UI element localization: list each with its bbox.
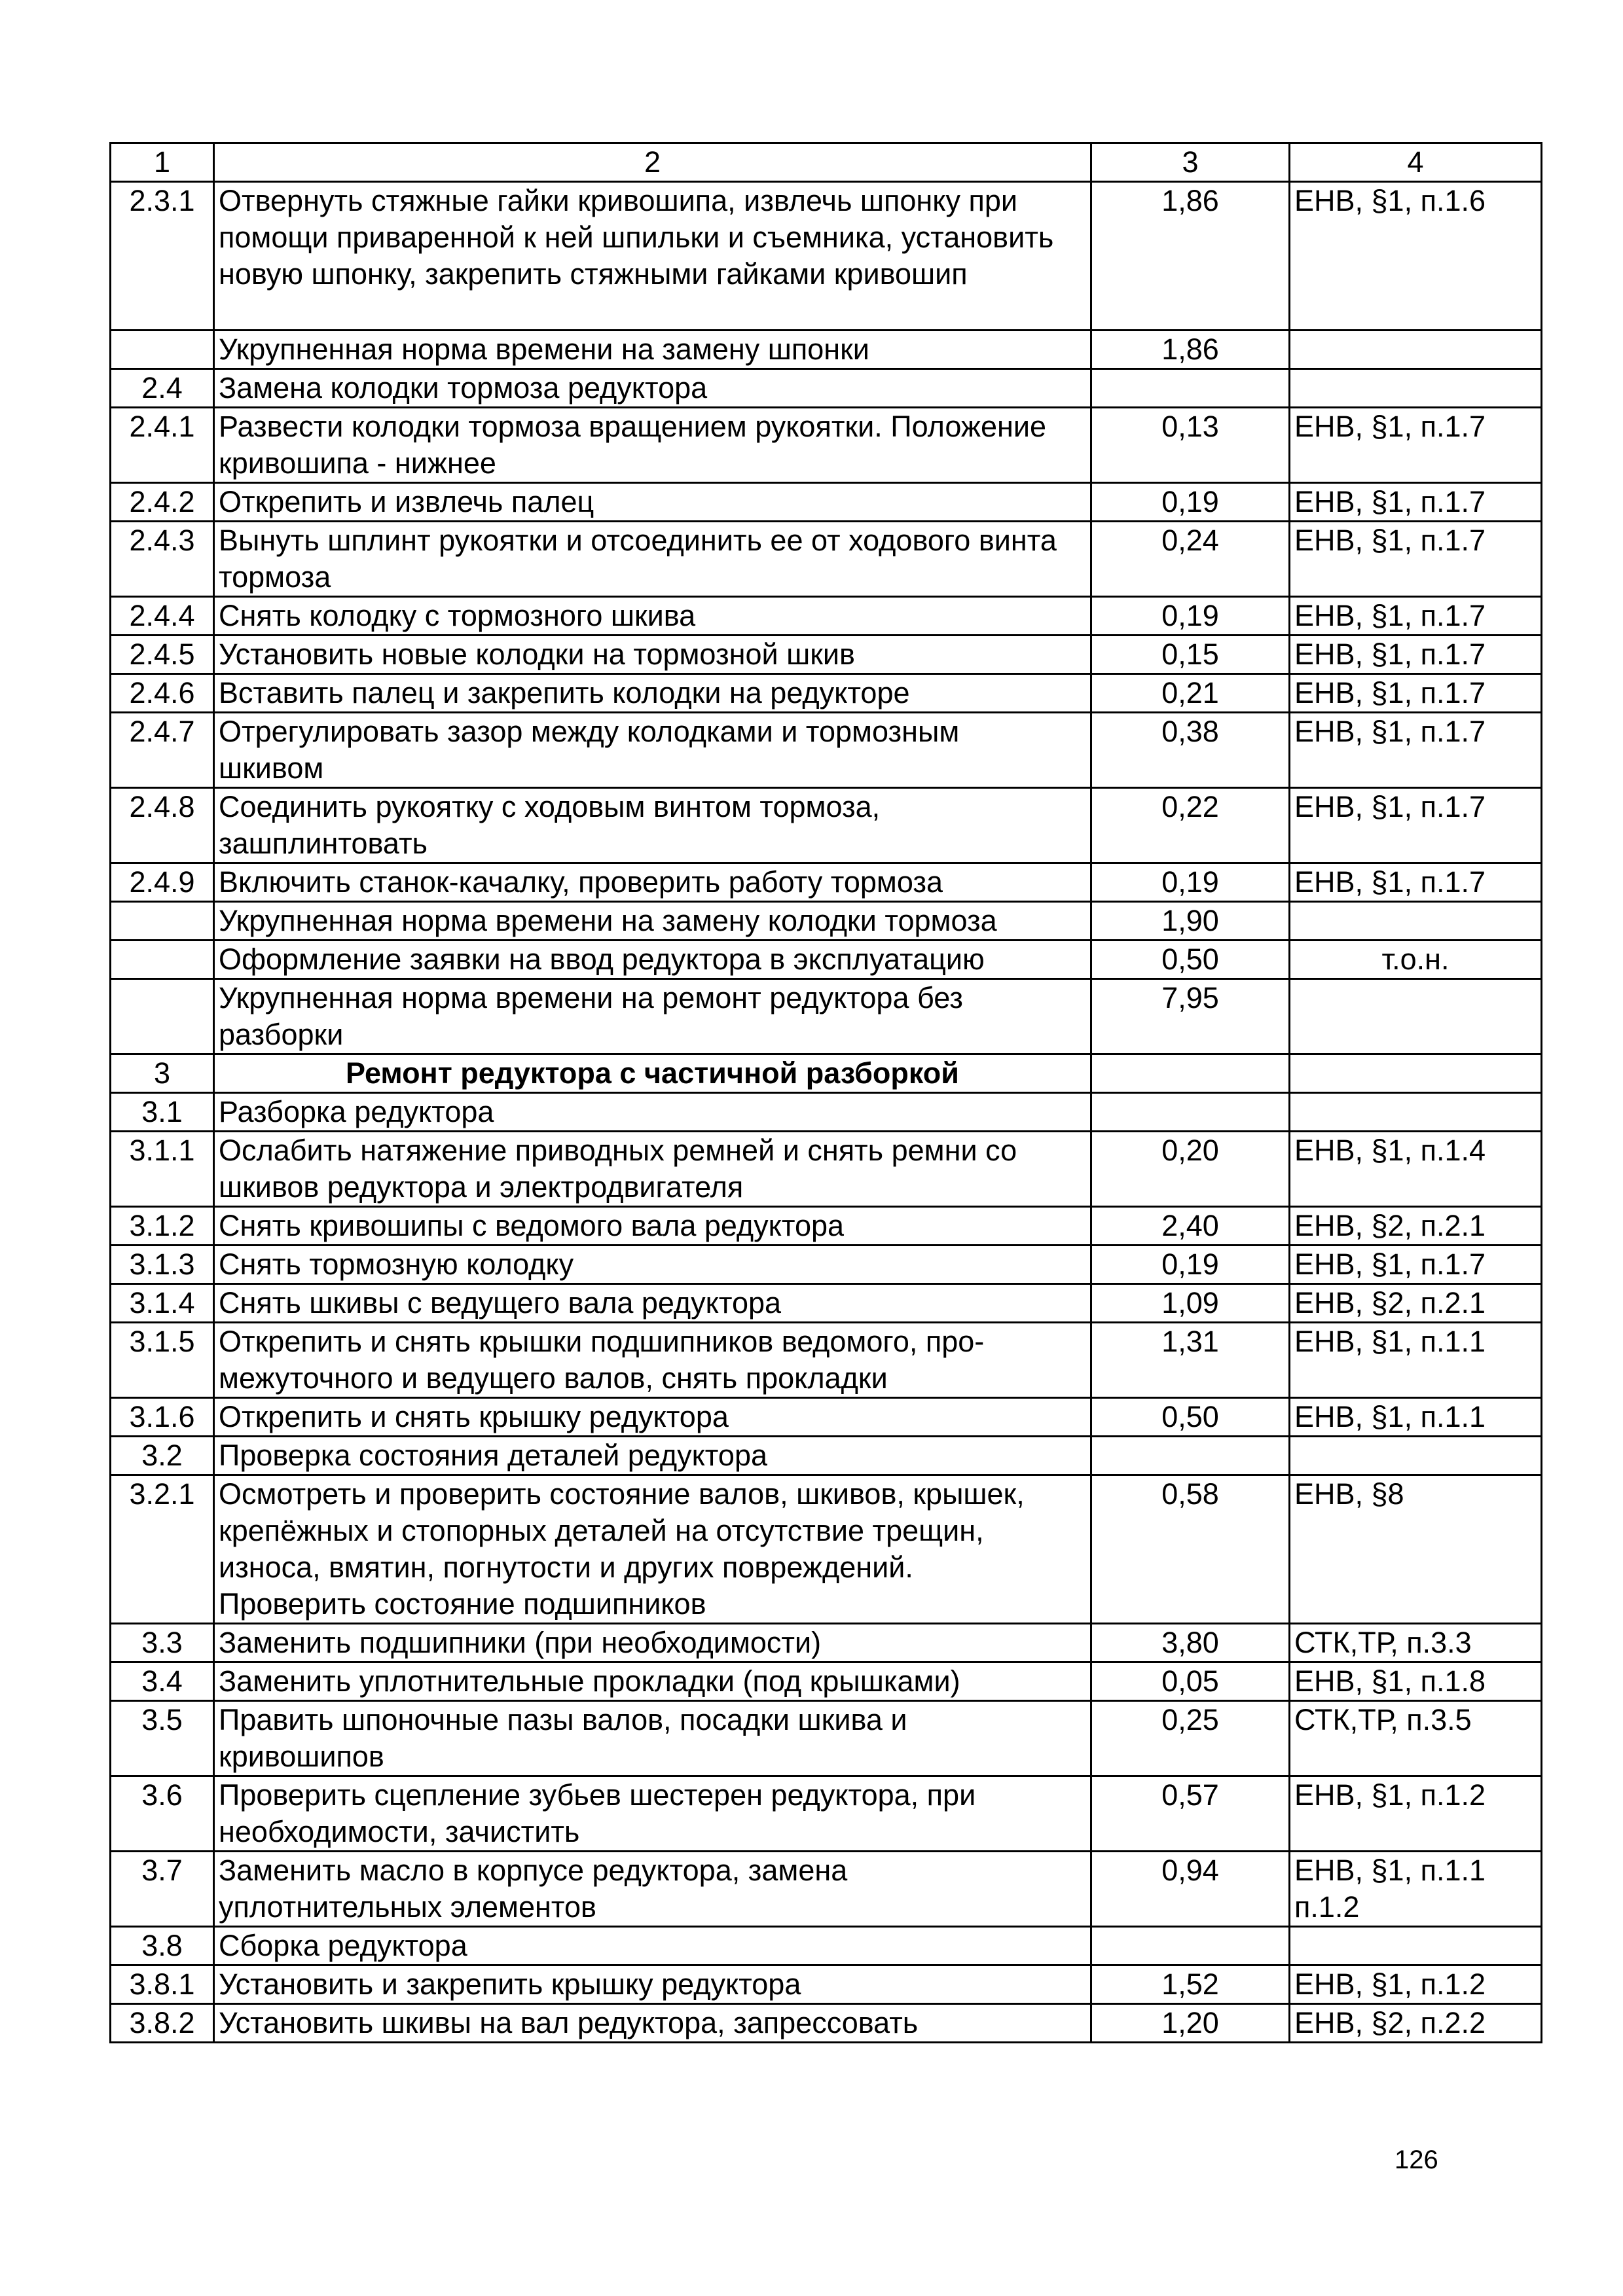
time-norm bbox=[1091, 1054, 1290, 1093]
norm-reference: СТК,ТР, п.3.5 bbox=[1290, 1701, 1542, 1776]
item-description: Проверить сцепление зубьев шестерен редуктора, при необходимости, зачистить bbox=[214, 1776, 1091, 1852]
item-description: Править шпоночные пазы валов, посадки шкива и кривошипов bbox=[214, 1701, 1091, 1776]
header-col-1: 1 bbox=[111, 143, 214, 182]
norm-reference: ЕНВ, §2, п.2.1 bbox=[1290, 1207, 1542, 1246]
norm-reference bbox=[1290, 1054, 1542, 1093]
table-row bbox=[111, 1624, 1542, 1662]
time-norm: 1,90 bbox=[1091, 902, 1290, 941]
time-norm: 3,80 bbox=[1091, 1624, 1290, 1662]
norm-reference: ЕНВ, §1, п.1.7 bbox=[1290, 636, 1542, 674]
item-description: Снять тормозную колодку bbox=[214, 1246, 1091, 1284]
item-description: Укрупненная норма времени на замену шпонки bbox=[214, 331, 1091, 369]
time-norm: 0,21 bbox=[1091, 674, 1290, 713]
norm-reference: т.о.н. bbox=[1290, 941, 1542, 979]
header-col-4: 4 bbox=[1290, 143, 1542, 182]
item-description: Оформление заявки на ввод редуктора в эксплуатацию bbox=[214, 941, 1091, 979]
table-row bbox=[111, 522, 1542, 597]
table-row bbox=[111, 483, 1542, 522]
item-number: 2.4.9 bbox=[111, 863, 214, 902]
time-norm: 0,15 bbox=[1091, 636, 1290, 674]
norm-reference: ЕНВ, §1, п.1.6 bbox=[1290, 182, 1542, 331]
table-row bbox=[111, 1132, 1542, 1207]
header-col-2: 2 bbox=[214, 143, 1091, 182]
item-number bbox=[111, 902, 214, 941]
table-row bbox=[111, 941, 1542, 979]
item-description: Проверка состояния деталей редуктора bbox=[214, 1437, 1091, 1475]
item-number bbox=[111, 941, 214, 979]
table-row bbox=[111, 1662, 1542, 1701]
norm-reference: ЕНВ, §1, п.1.7 bbox=[1290, 863, 1542, 902]
item-number: 2.4.8 bbox=[111, 788, 214, 863]
table-row bbox=[111, 597, 1542, 636]
item-description: Установить новые колодки на тормозной шкив bbox=[214, 636, 1091, 674]
table-row bbox=[111, 1207, 1542, 1246]
table-row bbox=[111, 1246, 1542, 1284]
table-row bbox=[111, 674, 1542, 713]
time-norm: 0,22 bbox=[1091, 788, 1290, 863]
table-row bbox=[111, 636, 1542, 674]
item-number: 3.4 bbox=[111, 1662, 214, 1701]
table-row bbox=[111, 979, 1542, 1054]
norm-reference: ЕНВ, §8 bbox=[1290, 1475, 1542, 1624]
table-row bbox=[111, 1437, 1542, 1475]
norm-reference: ЕНВ, §1, п.1.4 bbox=[1290, 1132, 1542, 1207]
table-row bbox=[111, 331, 1542, 369]
item-description: Замена колодки тормоза редуктора bbox=[214, 369, 1091, 408]
norm-reference: ЕНВ, §1, п.1.7 bbox=[1290, 597, 1542, 636]
item-description: Снять кривошипы с ведомого вала редуктора bbox=[214, 1207, 1091, 1246]
item-description: Вставить палец и закрепить колодки на редукторе bbox=[214, 674, 1091, 713]
item-description: Снять шкивы с ведущего вала редуктора bbox=[214, 1284, 1091, 1323]
time-norm: 0,05 bbox=[1091, 1662, 1290, 1701]
table-row bbox=[111, 1927, 1542, 1965]
table-row bbox=[111, 902, 1542, 941]
item-number: 3.1.5 bbox=[111, 1323, 214, 1398]
table-row bbox=[111, 2004, 1542, 2043]
item-description: Развести колодки тормоза вращением рукоятки. Положение кривошипа - нижнее bbox=[214, 408, 1091, 483]
item-number: 3.1.4 bbox=[111, 1284, 214, 1323]
table-row bbox=[111, 788, 1542, 863]
item-description: Укрупненная норма времени на замену колодки тормоза bbox=[214, 902, 1091, 941]
norm-reference: ЕНВ, §1, п.1.2 bbox=[1290, 1776, 1542, 1852]
item-description: Разборка редуктора bbox=[214, 1093, 1091, 1132]
time-norm: 2,40 bbox=[1091, 1207, 1290, 1246]
norm-reference bbox=[1290, 1927, 1542, 1965]
norms-table-body bbox=[111, 143, 1542, 2043]
norm-reference: СТК,ТР, п.3.3 bbox=[1290, 1624, 1542, 1662]
table-row bbox=[111, 863, 1542, 902]
item-number: 2.3.1 bbox=[111, 182, 214, 331]
item-number: 3.1.1 bbox=[111, 1132, 214, 1207]
item-description: Отвернуть стяжные гайки кривошипа, извлечь шпонку при помощи приваренной к ней шпильки и съемника, установить новую шпонку, закрепить стяжными гайками кривошип bbox=[214, 182, 1091, 331]
item-number: 3.6 bbox=[111, 1776, 214, 1852]
time-norm: 1,09 bbox=[1091, 1284, 1290, 1323]
norm-reference: ЕНВ, §1, п.1.1 п.1.2 bbox=[1290, 1852, 1542, 1927]
norm-reference: ЕНВ, §1, п.1.7 bbox=[1290, 674, 1542, 713]
item-number: 3.2.1 bbox=[111, 1475, 214, 1624]
table-row bbox=[111, 1398, 1542, 1437]
item-number: 2.4.7 bbox=[111, 713, 214, 788]
time-norm: 1,86 bbox=[1091, 182, 1290, 331]
item-description: Ремонт редуктора с частичной разборкой bbox=[214, 1054, 1091, 1093]
time-norm bbox=[1091, 1093, 1290, 1132]
item-description: Установить и закрепить крышку редуктора bbox=[214, 1965, 1091, 2004]
table-row bbox=[111, 1965, 1542, 2004]
item-number: 2.4.3 bbox=[111, 522, 214, 597]
item-number: 3 bbox=[111, 1054, 214, 1093]
time-norm: 0,19 bbox=[1091, 1246, 1290, 1284]
norm-reference: ЕНВ, §1, п.1.7 bbox=[1290, 483, 1542, 522]
table-row bbox=[111, 182, 1542, 331]
item-description: Заменить уплотнительные прокладки (под крышками) bbox=[214, 1662, 1091, 1701]
table-row bbox=[111, 1093, 1542, 1132]
item-description: Отрегулировать зазор между колодками и тормозным шкивом bbox=[214, 713, 1091, 788]
time-norm bbox=[1091, 1927, 1290, 1965]
table-row bbox=[111, 408, 1542, 483]
norm-reference bbox=[1290, 331, 1542, 369]
time-norm bbox=[1091, 369, 1290, 408]
time-norm: 0,94 bbox=[1091, 1852, 1290, 1927]
item-number: 3.8.2 bbox=[111, 2004, 214, 2043]
item-description: Включить станок-качалку, проверить работу тормоза bbox=[214, 863, 1091, 902]
item-number: 3.8.1 bbox=[111, 1965, 214, 2004]
time-norm: 0,25 bbox=[1091, 1701, 1290, 1776]
time-norm: 0,13 bbox=[1091, 408, 1290, 483]
time-norm: 1,20 bbox=[1091, 2004, 1290, 2043]
time-norm: 0,19 bbox=[1091, 597, 1290, 636]
item-description: Заменить подшипники (при необходимости) bbox=[214, 1624, 1091, 1662]
table-row bbox=[111, 1852, 1542, 1927]
norm-reference: ЕНВ, §1, п.1.1 bbox=[1290, 1323, 1542, 1398]
item-description: Осмотреть и проверить состояние валов, шкивов, крышек, крепёжных и стопорных деталей на отсутствие трещин, износа, вмятин, погнутости и других повреждений. Проверить состояние подшипников bbox=[214, 1475, 1091, 1624]
item-number: 3.7 bbox=[111, 1852, 214, 1927]
item-description: Соединить рукоятку с ходовым винтом тормоза, зашплинтовать bbox=[214, 788, 1091, 863]
time-norm: 0,58 bbox=[1091, 1475, 1290, 1624]
item-description: Вынуть шплинт рукоятки и отсоединить ее от ходового винта тормоза bbox=[214, 522, 1091, 597]
item-description: Открепить и снять крышки подшипников ведомого, про- межуточного и ведущего валов, снять прокладки bbox=[214, 1323, 1091, 1398]
item-number: 2.4.6 bbox=[111, 674, 214, 713]
time-norm: 0,50 bbox=[1091, 1398, 1290, 1437]
time-norm: 0,19 bbox=[1091, 483, 1290, 522]
item-number: 3.3 bbox=[111, 1624, 214, 1662]
item-description: Заменить масло в корпусе редуктора, замена уплотнительных элементов bbox=[214, 1852, 1091, 1927]
time-norm: 7,95 bbox=[1091, 979, 1290, 1054]
item-number: 2.4 bbox=[111, 369, 214, 408]
item-number bbox=[111, 331, 214, 369]
norm-reference: ЕНВ, §1, п.1.7 bbox=[1290, 1246, 1542, 1284]
time-norm: 1,52 bbox=[1091, 1965, 1290, 2004]
table-row bbox=[111, 1701, 1542, 1776]
norm-reference: ЕНВ, §1, п.1.8 bbox=[1290, 1662, 1542, 1701]
time-norm: 0,19 bbox=[1091, 863, 1290, 902]
time-norm: 0,38 bbox=[1091, 713, 1290, 788]
item-description: Ослабить натяжение приводных ремней и снять ремни со шкивов редуктора и электродвигателя bbox=[214, 1132, 1091, 1207]
norm-reference bbox=[1290, 1437, 1542, 1475]
time-norm: 1,31 bbox=[1091, 1323, 1290, 1398]
time-norm: 0,24 bbox=[1091, 522, 1290, 597]
table-row bbox=[111, 1054, 1542, 1093]
item-number: 3.2 bbox=[111, 1437, 214, 1475]
header-col-3: 3 bbox=[1091, 143, 1290, 182]
norm-reference: ЕНВ, §1, п.1.7 bbox=[1290, 408, 1542, 483]
table-row bbox=[111, 1284, 1542, 1323]
norm-reference: ЕНВ, §1, п.1.1 bbox=[1290, 1398, 1542, 1437]
norms-table bbox=[109, 142, 1542, 2043]
table-row bbox=[111, 1475, 1542, 1624]
item-number: 3.1.2 bbox=[111, 1207, 214, 1246]
norm-reference bbox=[1290, 979, 1542, 1054]
norm-reference: ЕНВ, §1, п.1.7 bbox=[1290, 788, 1542, 863]
item-number bbox=[111, 979, 214, 1054]
norm-reference bbox=[1290, 1093, 1542, 1132]
table-header-row bbox=[111, 143, 1542, 182]
table-row bbox=[111, 713, 1542, 788]
norm-reference: ЕНВ, §2, п.2.1 bbox=[1290, 1284, 1542, 1323]
table-row bbox=[111, 369, 1542, 408]
time-norm: 0,50 bbox=[1091, 941, 1290, 979]
item-description: Сборка редуктора bbox=[214, 1927, 1091, 1965]
norm-reference: ЕНВ, §1, п.1.2 bbox=[1290, 1965, 1542, 2004]
norm-reference: ЕНВ, §1, п.1.7 bbox=[1290, 713, 1542, 788]
item-number: 3.5 bbox=[111, 1701, 214, 1776]
page-number: 126 bbox=[1395, 2145, 1438, 2174]
norm-reference bbox=[1290, 902, 1542, 941]
item-number: 3.1 bbox=[111, 1093, 214, 1132]
item-description: Установить шкивы на вал редуктора, запрессовать bbox=[214, 2004, 1091, 2043]
item-number: 3.8 bbox=[111, 1927, 214, 1965]
table-row bbox=[111, 1323, 1542, 1398]
item-description: Открепить и снять крышку редуктора bbox=[214, 1398, 1091, 1437]
item-number: 3.1.6 bbox=[111, 1398, 214, 1437]
item-number: 3.1.3 bbox=[111, 1246, 214, 1284]
item-number: 2.4.5 bbox=[111, 636, 214, 674]
item-description: Укрупненная норма времени на ремонт редуктора без разборки bbox=[214, 979, 1091, 1054]
time-norm: 0,20 bbox=[1091, 1132, 1290, 1207]
norm-reference bbox=[1290, 369, 1542, 408]
table-row bbox=[111, 1776, 1542, 1852]
item-number: 2.4.1 bbox=[111, 408, 214, 483]
item-number: 2.4.4 bbox=[111, 597, 214, 636]
item-description: Открепить и извлечь палец bbox=[214, 483, 1091, 522]
time-norm bbox=[1091, 1437, 1290, 1475]
item-description: Снять колодку с тормозного шкива bbox=[214, 597, 1091, 636]
time-norm: 1,86 bbox=[1091, 331, 1290, 369]
norm-reference: ЕНВ, §2, п.2.2 bbox=[1290, 2004, 1542, 2043]
time-norm: 0,57 bbox=[1091, 1776, 1290, 1852]
item-number: 2.4.2 bbox=[111, 483, 214, 522]
norm-reference: ЕНВ, §1, п.1.7 bbox=[1290, 522, 1542, 597]
